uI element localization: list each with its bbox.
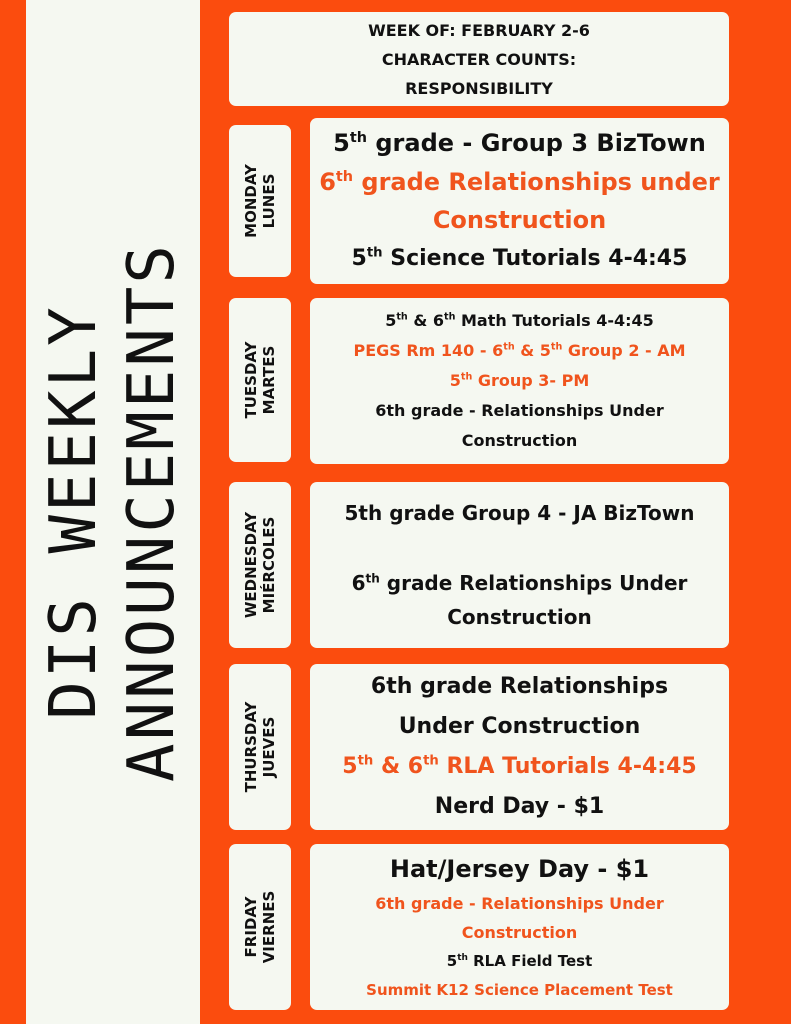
- day-content-tuesday: [310, 298, 729, 464]
- day-name-en: FRIDAY: [242, 896, 260, 958]
- day-label-wednesday: [229, 482, 291, 648]
- week-header: [229, 12, 729, 106]
- day-name-en: TUESDAY: [242, 341, 260, 419]
- thursday-line-2: Under Construction: [398, 714, 641, 739]
- page-title: [35, 242, 191, 782]
- day-name-es: VIERNES: [260, 890, 278, 964]
- wednesday-line-3: Construction: [447, 605, 592, 629]
- day-content-thursday: [310, 664, 729, 830]
- monday-line-1: 5th grade - Group 3 BizTown: [333, 129, 706, 157]
- title-line-1: DIS WEEKLY: [37, 304, 111, 720]
- thursday-line-1: 6th grade Relationships: [370, 674, 669, 699]
- day-content-wednesday: [310, 482, 729, 648]
- tuesday-line-5: Construction: [461, 431, 578, 450]
- day-label-friday: [229, 844, 291, 1010]
- day-label-thursday: [229, 664, 291, 830]
- day-content-monday: [310, 118, 729, 284]
- tuesday-line-2: PEGS Rm 140 - 6th & 5th Group 2 - AM: [353, 341, 686, 360]
- monday-line-2: 6th grade Relationships under: [319, 168, 720, 196]
- character-trait: RESPONSIBILITY: [405, 78, 553, 98]
- friday-line-1: Hat/Jersey Day - $1: [389, 855, 650, 883]
- friday-line-4: 5th RLA Field Test: [446, 952, 593, 970]
- thursday-line-4: Nerd Day - $1: [434, 794, 605, 819]
- wednesday-line-2: 6th grade Relationships Under: [351, 571, 688, 595]
- day-name-es: JUEVES: [260, 716, 278, 778]
- day-name-es: MARTES: [260, 345, 278, 415]
- monday-line-4: 5th Science Tutorials 4-4:45: [351, 245, 688, 271]
- day-name-en: WEDNESDAY: [242, 511, 260, 619]
- tuesday-line-1: 5th & 6th Math Tutorials 4-4:45: [385, 311, 654, 330]
- friday-line-5: Summit K12 Science Placement Test: [366, 981, 673, 999]
- title-line-2: ANNOUNCEMENTS: [115, 242, 189, 782]
- character-counts-label: CHARACTER COUNTS:: [381, 49, 577, 69]
- tuesday-line-3: 5th Group 3- PM: [449, 371, 590, 390]
- day-content-friday: [310, 844, 729, 1010]
- week-of: WEEK OF: FEBRUARY 2-6: [368, 20, 590, 40]
- friday-line-2: 6th grade - Relationships Under: [375, 894, 664, 913]
- friday-line-3: Construction: [461, 923, 578, 942]
- day-label-tuesday: [229, 298, 291, 462]
- day-label-monday: [229, 125, 291, 277]
- day-name-en: MONDAY: [242, 164, 260, 238]
- tuesday-line-4: 6th grade - Relationships Under: [375, 401, 664, 420]
- day-name-es: MIÉRCOLES: [260, 516, 278, 614]
- monday-line-3: Construction: [432, 206, 607, 234]
- day-name-es: LUNES: [260, 173, 278, 229]
- wednesday-line-1: 5th grade Group 4 - JA BizTown: [344, 501, 695, 525]
- day-name-en: THURSDAY: [242, 701, 260, 793]
- thursday-line-3: 5th & 6th RLA Tutorials 4-4:45: [342, 753, 697, 779]
